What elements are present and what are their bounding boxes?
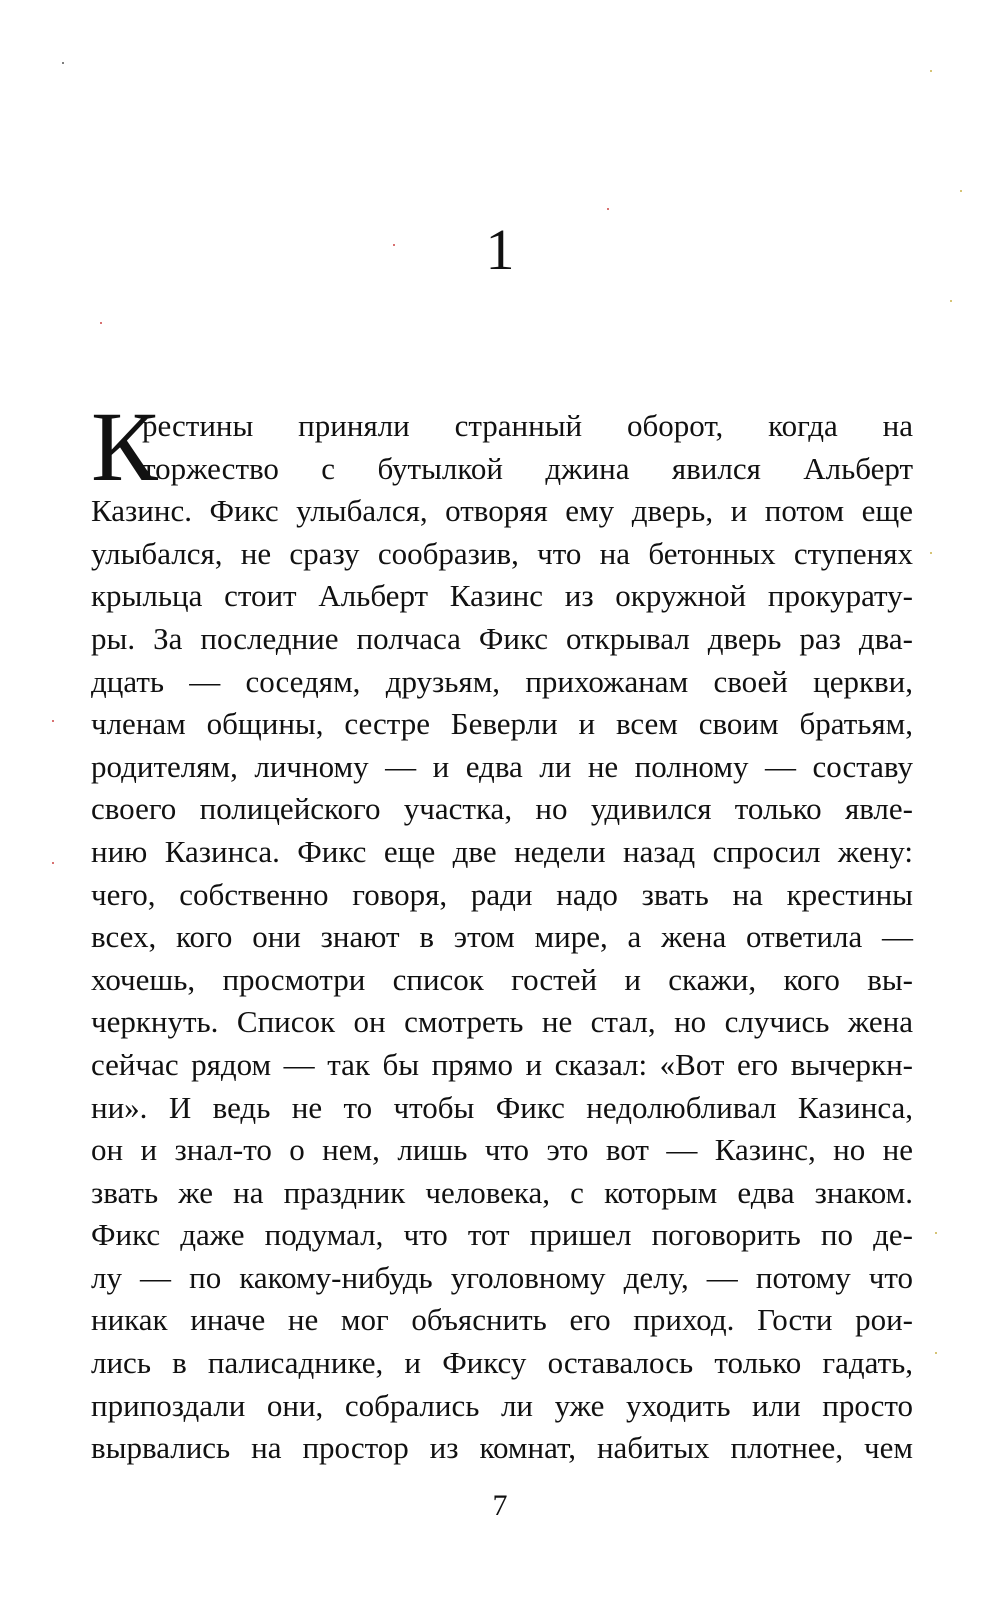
text-line: никак иначе не мог объяснить его приход. Гости рои- (91, 1302, 913, 1338)
text-line: членам общины, сестре Беверли и всем своим братьям, (91, 706, 913, 742)
scan-speck (393, 244, 395, 246)
text-line: чего, собственно говоря, ради надо звать на крестины (91, 876, 913, 912)
scan-speck (52, 720, 54, 722)
text-line: нию Казинса. Фикс еще две недели назад спросил жену: (91, 833, 913, 869)
scan-speck (52, 862, 54, 864)
scan-speck (935, 1232, 937, 1234)
scan-speck (935, 1352, 937, 1354)
text-line: припоздали они, собрались ли уже уходить или просто (91, 1387, 913, 1423)
scan-speck (930, 70, 932, 72)
text-line: хочешь, просмотри список гостей и скажи, кого вы- (91, 961, 913, 997)
text-line: Фикс даже подумал, что тот пришел поговорить по де- (91, 1217, 913, 1253)
text-line: Казинс. Фикс улыбался, отворяя ему дверь, и потом еще (91, 493, 913, 529)
text-line: черкнуть. Список он смотреть не стал, но случись жена (91, 1004, 913, 1040)
text-line: улыбался, не сразу сообразив, что на бетонных ступенях (91, 535, 913, 571)
text-line: своего полицейского участка, но удивился только явле- (91, 791, 913, 827)
text-line: ни». И ведь не то чтобы Фикс недолюбливал Казинса, (91, 1089, 913, 1125)
scan-speck (100, 322, 102, 324)
paragraph-lines (91, 391, 913, 1470)
scan-speck (960, 190, 962, 192)
text-line: родителям, личному — и едва ли не полному — составу (91, 748, 913, 784)
text-line: звать же на праздник человека, с которым едва знаком. (91, 1174, 913, 1210)
chapter-number: 1 (485, 217, 515, 282)
text-line: всех, кого они знают в этом мире, а жена ответила — (91, 919, 913, 955)
page-number: 7 (492, 1489, 508, 1522)
text-line: вырвались на простор из комнат, набитых плотнее, чем (91, 1430, 913, 1466)
text-line: торжество с бутылкой джина явился Альберт (142, 450, 913, 486)
scan-speck (607, 208, 609, 210)
scan-speck (62, 62, 64, 64)
text-line: лу — по какому-нибудь уголовному делу, — потому что (91, 1259, 913, 1295)
text-line: ры. За последние полчаса Фикс открывал дверь раз два- (91, 620, 913, 656)
text-line: крыльца стоит Альберт Казинс из окружной прокурату- (91, 578, 913, 614)
text-line: рестины приняли странный оборот, когда на (142, 408, 913, 443)
text-line: сейчас рядом — так бы прямо и сказал: «Вот его вычеркн- (91, 1046, 913, 1082)
scan-speck (930, 552, 932, 554)
chapter-body-text (91, 391, 913, 1470)
drop-cap-letter: К (91, 391, 158, 502)
text-line: лись в палисаднике, и Фиксу оставалось только гадать, (91, 1345, 913, 1381)
text-line: дцать — соседям, друзьям, прихожанам своей церкви, (91, 663, 913, 699)
scan-speck (950, 300, 952, 302)
text-line: он и знал-то о нем, лишь что это вот — Казинс, но не (91, 1132, 913, 1168)
